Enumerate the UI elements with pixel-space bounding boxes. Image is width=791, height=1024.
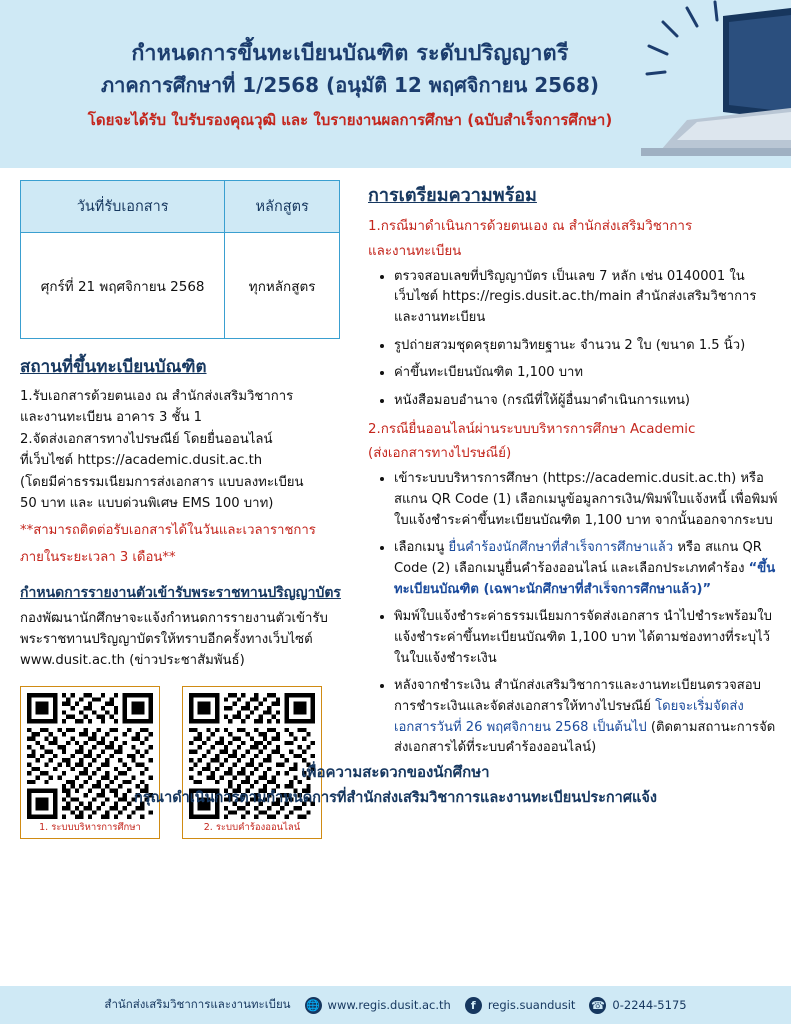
list-item: • ตรวจสอบเลขที่ปริญญาบัตร เป็นเลข 7 หลัก เช่น 0140001 ในเว็บไซต์ https://regis.dusit.ac.th/main สำนักส่งเสริมวิชาการและงานทะเบียน bbox=[394, 267, 778, 329]
facebook-icon: f bbox=[465, 997, 482, 1014]
qr-caption-academic-system: 1. ระบบบริหารการศึกษา bbox=[39, 821, 141, 833]
footer-phone[interactable] bbox=[589, 997, 686, 1014]
closing-block bbox=[0, 760, 791, 810]
footer-facebook-label: regis.suandusit bbox=[487, 998, 576, 1012]
case1-line-1: 1.กรณีมาดำเนินการด้วยตนเอง ณ สำนักส่งเสริมวิชาการ bbox=[368, 219, 693, 234]
place-line-3: 2.จัดส่งเอกสารทางไปรษณีย์ โดยยื่นออนไลน์ bbox=[20, 431, 273, 447]
table-header-row bbox=[21, 181, 340, 233]
list-item: • ค่าขึ้นทะเบียนบัณฑิต 1,100 บาท bbox=[394, 363, 778, 384]
footer-website[interactable] bbox=[305, 997, 451, 1014]
text-segment: หรือ สแกน QR Code (2) เลือกเมนูยื่นคำร้องออนไลน์ และเลือกประเภทคำร้อง bbox=[394, 540, 762, 576]
schedule-table bbox=[20, 180, 340, 339]
list-item: • รูปถ่ายสวมชุดครุยตามวิทยฐานะ จำนวน 2 ใบ (ขนาด 1.5 นิ้ว) bbox=[394, 336, 778, 357]
place-line-1: 1.รับเอกสารด้วยตนเอง ณ สำนักส่งเสริมวิชาการ bbox=[20, 389, 294, 404]
document-header bbox=[0, 0, 700, 132]
footer-bar bbox=[0, 986, 791, 1024]
top-banner bbox=[0, 0, 791, 168]
footer-facebook[interactable] bbox=[465, 997, 576, 1014]
phone-icon: ☎ bbox=[591, 998, 605, 1012]
case2-line-2: (ส่งเอกสารทางไปรษณีย์) bbox=[368, 446, 512, 462]
right-column bbox=[368, 180, 778, 767]
closing-line-2: กรุณาดำเนินการตามกำหนดการที่สำนักส่งเสริมวิชาการและงานทะเบียนประกาศแจ้ง bbox=[134, 789, 657, 806]
case1-line-2: และงานทะเบียน bbox=[368, 243, 462, 259]
column-header-program: หลักสูตร bbox=[225, 181, 340, 233]
list-item: • หนังสือมอบอำนาจ (กรณีที่ให้ผู้อื่นมาดำเนินการแทน) bbox=[394, 391, 778, 412]
page-note: โดยจะได้รับ ใบรับรองคุณวุฒิ และ ใบรายงานผลการศึกษา (ฉบับสำเร็จการศึกษา) bbox=[87, 111, 613, 130]
list-item bbox=[394, 676, 778, 759]
left-column bbox=[20, 174, 360, 839]
page-title: กำหนดการขึ้นทะเบียนบัณฑิต ระดับปริญญาตรี bbox=[131, 41, 569, 66]
place-line-5: (โดยมีค่าธรรมเนียมการส่งเอกสาร แบบลงทะเบียน bbox=[20, 474, 304, 490]
list-item bbox=[394, 607, 778, 669]
report-line-2: พระราชทานปริญญาบัตรให้ทราบอีกครั้งทางเว็บไซต์ bbox=[20, 631, 313, 647]
text-segment: หลังจากชำระเงิน สำนักส่งเสริมวิชาการและงานทะเบียนตรวจสอบการชำระเงินและจัดส่งเอกสารให้ทางไปรษณีย์ bbox=[394, 678, 761, 715]
globe-icon: 🌐 bbox=[306, 998, 320, 1012]
footer-office-name: สำนักส่งเสริมวิชาการและงานทะเบียน bbox=[104, 997, 291, 1011]
report-line-3: www.dusit.ac.th (ข่าวประชาสัมพันธ์) bbox=[20, 653, 245, 669]
report-line-1: กองพัฒนานักศึกษาจะแจ้งกำหนดการรายงานตัวเข้ารับ bbox=[20, 610, 328, 626]
text-segment: (ติดตามสถานะการจัดส่งเอกสารได้ที่ระบบคำร้องออนไลน์) bbox=[394, 719, 776, 756]
case2-line-1: 2.กรณียื่นออนไลน์ผ่านระบบบริหารการศึกษา Academic bbox=[368, 421, 696, 437]
section-heading-preparation: การเตรียมความพร้อม bbox=[368, 185, 537, 206]
text-segment: เลือกเมนู bbox=[394, 540, 449, 556]
note-line-2: ภายในระยะเวลา 3 เดือน** bbox=[20, 550, 176, 566]
text-segment: ยื่นคำร้องนักศึกษาที่สำเร็จการศึกษาแล้ว bbox=[448, 540, 674, 556]
table-row bbox=[21, 233, 340, 339]
text-segment: เข้าระบบบริหารการศึกษา (https://academic.dusit.ac.th) หรือ สแกน QR Code (1) เลือกเมนูข้อมูลการเงิน/พิมพ์ใบแจ้งหนี้ เพื่อพิมพ์ใบแจ้งชำระค่าขึ้นทะเบียนบัณฑิต 1,100 บาท จากนั้นออกจากระบบ bbox=[394, 471, 778, 528]
qr-caption-request-system: 2. ระบบคำร้องออนไลน์ bbox=[203, 821, 301, 833]
text-segment: “ขึ้นทะเบียนบัณฑิต (เฉพาะนักศึกษาที่สำเร็จการศึกษาแล้ว)” bbox=[394, 560, 776, 597]
section-heading-place: สถานที่ขึ้นทะเบียนบัณฑิต bbox=[20, 357, 207, 377]
cell-date: ศุกร์ที่ 21 พฤศจิกายน 2568 bbox=[21, 233, 225, 339]
footer-phone-label: 0-2244-5175 bbox=[612, 998, 687, 1012]
note-line-1: **สามารถติดต่อรับเอกสารได้ในวันและเวลาราชการ bbox=[20, 523, 316, 539]
list-item bbox=[394, 469, 778, 531]
text-segment: พิมพ์ใบแจ้งชำระค่าธรรมเนียมการจัดส่งเอกสาร นำไปชำระพร้อมใบแจ้งชำระค่าขึ้นทะเบียนบัณฑิต 1,100 บาท ได้ตามช่องทางที่ระบุไว้ในใบแจ้งชำระเงิน bbox=[394, 609, 772, 666]
cell-program: ทุกหลักสูตร bbox=[225, 233, 340, 339]
list-item bbox=[394, 538, 778, 600]
closing-line-1: เพื่อความสะดวกของนักศึกษา bbox=[301, 763, 490, 781]
place-line-6: 50 บาท และ แบบด่วนพิเศษ EMS 100 บาท) bbox=[20, 495, 274, 511]
place-line-2: และงานทะเบียน อาคาร 3 ชั้น 1 bbox=[20, 410, 203, 426]
text-segment: โดยจะเริ่มจัดส่งเอกสารวันที่ 26 พฤศจิกายน 2568 เป็นต้นไป bbox=[394, 699, 744, 735]
place-line-4: ที่เว็บไซต์ https://academic.dusit.ac.th bbox=[20, 453, 263, 469]
case1-list bbox=[368, 267, 778, 412]
case2-list bbox=[368, 469, 778, 759]
page-subtitle: ภาคการศึกษาที่ 1/2568 (อนุมัติ 12 พฤศจิกายน 2568) bbox=[100, 73, 600, 98]
footer-website-label: www.regis.dusit.ac.th bbox=[327, 998, 451, 1012]
column-header-date: วันที่รับเอกสาร bbox=[21, 181, 225, 233]
section-heading-report: กำหนดการรายงานตัวเข้ารับพระราชทานปริญญาบัตร bbox=[20, 584, 341, 601]
